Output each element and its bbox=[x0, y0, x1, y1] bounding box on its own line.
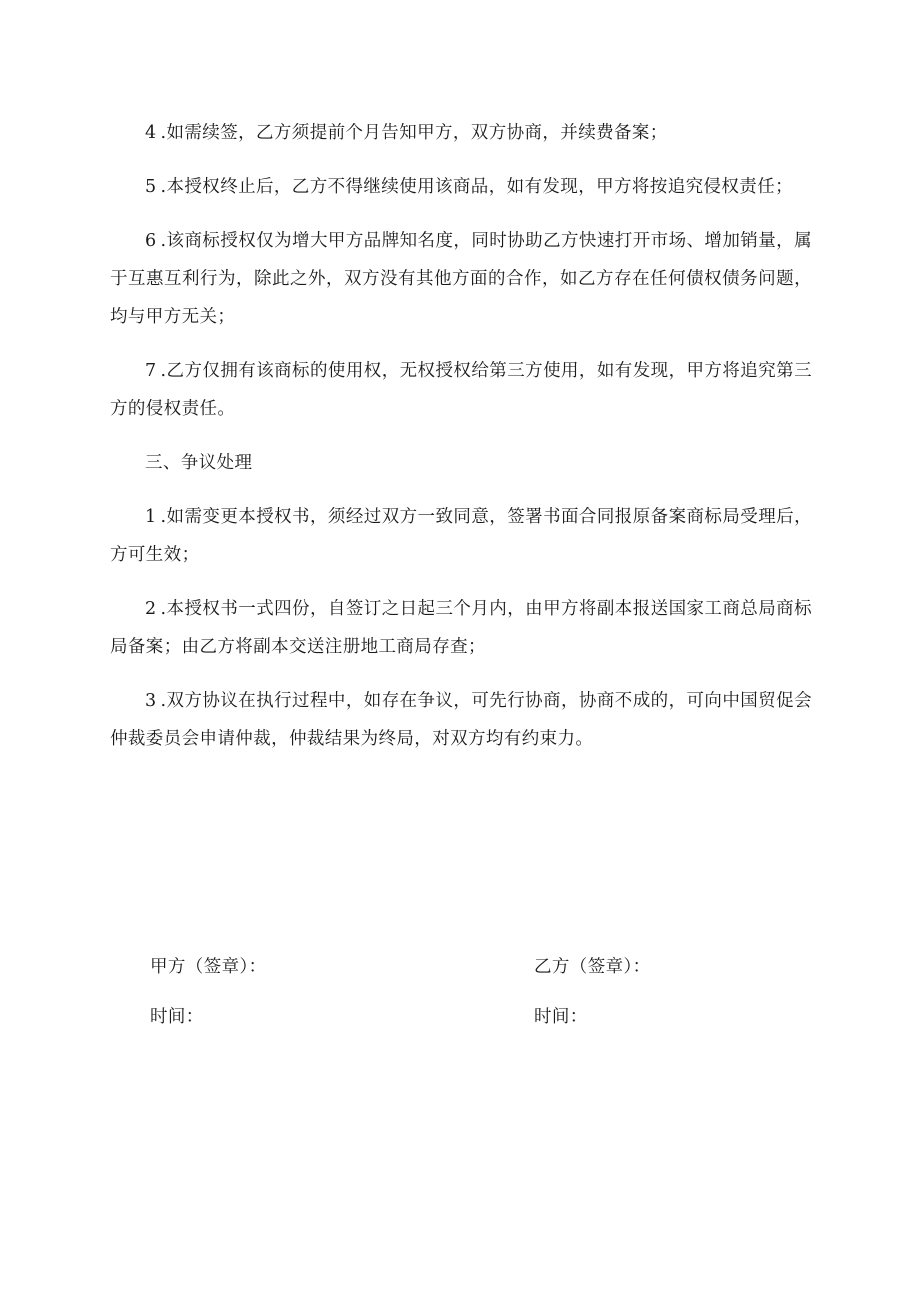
clause-7 bbox=[110, 352, 812, 428]
clause-text: .乙方仅拥有该商标的使用权，无权授权给第三方使用，如有发现，甲方将追究第三方的侵权责任。 bbox=[110, 361, 812, 419]
party-b-seal-label: 乙方（签章）： bbox=[534, 957, 651, 977]
dispute-clause-2 bbox=[110, 590, 812, 666]
clause-text: .本授权书一式四份，自签订之日起三个月内，由甲方将副本报送国家工商总局商标局备案；由乙方将副本交送注册地工商局存查； bbox=[110, 599, 812, 657]
clause-number: 6 bbox=[145, 231, 157, 251]
signature-block bbox=[150, 950, 710, 1050]
clause-6 bbox=[110, 222, 812, 336]
signature-time-row bbox=[150, 1000, 710, 1050]
party-b-time-label: 时间： bbox=[534, 1007, 588, 1027]
clause-number: 7 bbox=[145, 361, 157, 381]
clause-number: 2 bbox=[145, 599, 157, 619]
section-heading-dispute: 三、争议处理 bbox=[145, 453, 253, 473]
clause-number: 4 bbox=[145, 123, 157, 143]
clause-number: 5 bbox=[145, 177, 157, 197]
document-body bbox=[110, 114, 812, 774]
clause-5 bbox=[110, 168, 812, 206]
party-a-seal-label: 甲方（签章）： bbox=[150, 957, 267, 977]
clause-number: 3 bbox=[145, 691, 157, 711]
dispute-clause-3 bbox=[110, 682, 812, 758]
clause-text: .该商标授权仅为增大甲方品牌知名度，同时协助乙方快速打开市场、增加销量，属于互惠互利行为，除此之外，双方没有其他方面的合作，如乙方存在任何债权债务问题，均与甲方无关； bbox=[110, 231, 812, 327]
dispute-clause-1 bbox=[110, 498, 812, 574]
clause-text: .本授权终止后，乙方不得继续使用该商品，如有发现，甲方将按追究侵权责任； bbox=[160, 177, 794, 197]
clause-text: .如需续签，乙方须提前个月告知甲方，双方协商，并续费备案； bbox=[160, 123, 668, 143]
clause-4 bbox=[110, 114, 812, 152]
clause-text: .如需变更本授权书，须经过双方一致同意，签署书面合同报原备案商标局受理后，方可生效； bbox=[110, 507, 812, 565]
clause-text: .双方协议在执行过程中，如存在争议，可先行协商，协商不成的，可向中国贸促会仲裁委员会申请仲裁，仲裁结果为终局，对双方均有约束力。 bbox=[110, 691, 812, 749]
party-a-time-label: 时间： bbox=[150, 1007, 204, 1027]
clause-number: 1 bbox=[145, 507, 157, 527]
signature-row bbox=[150, 950, 710, 1000]
